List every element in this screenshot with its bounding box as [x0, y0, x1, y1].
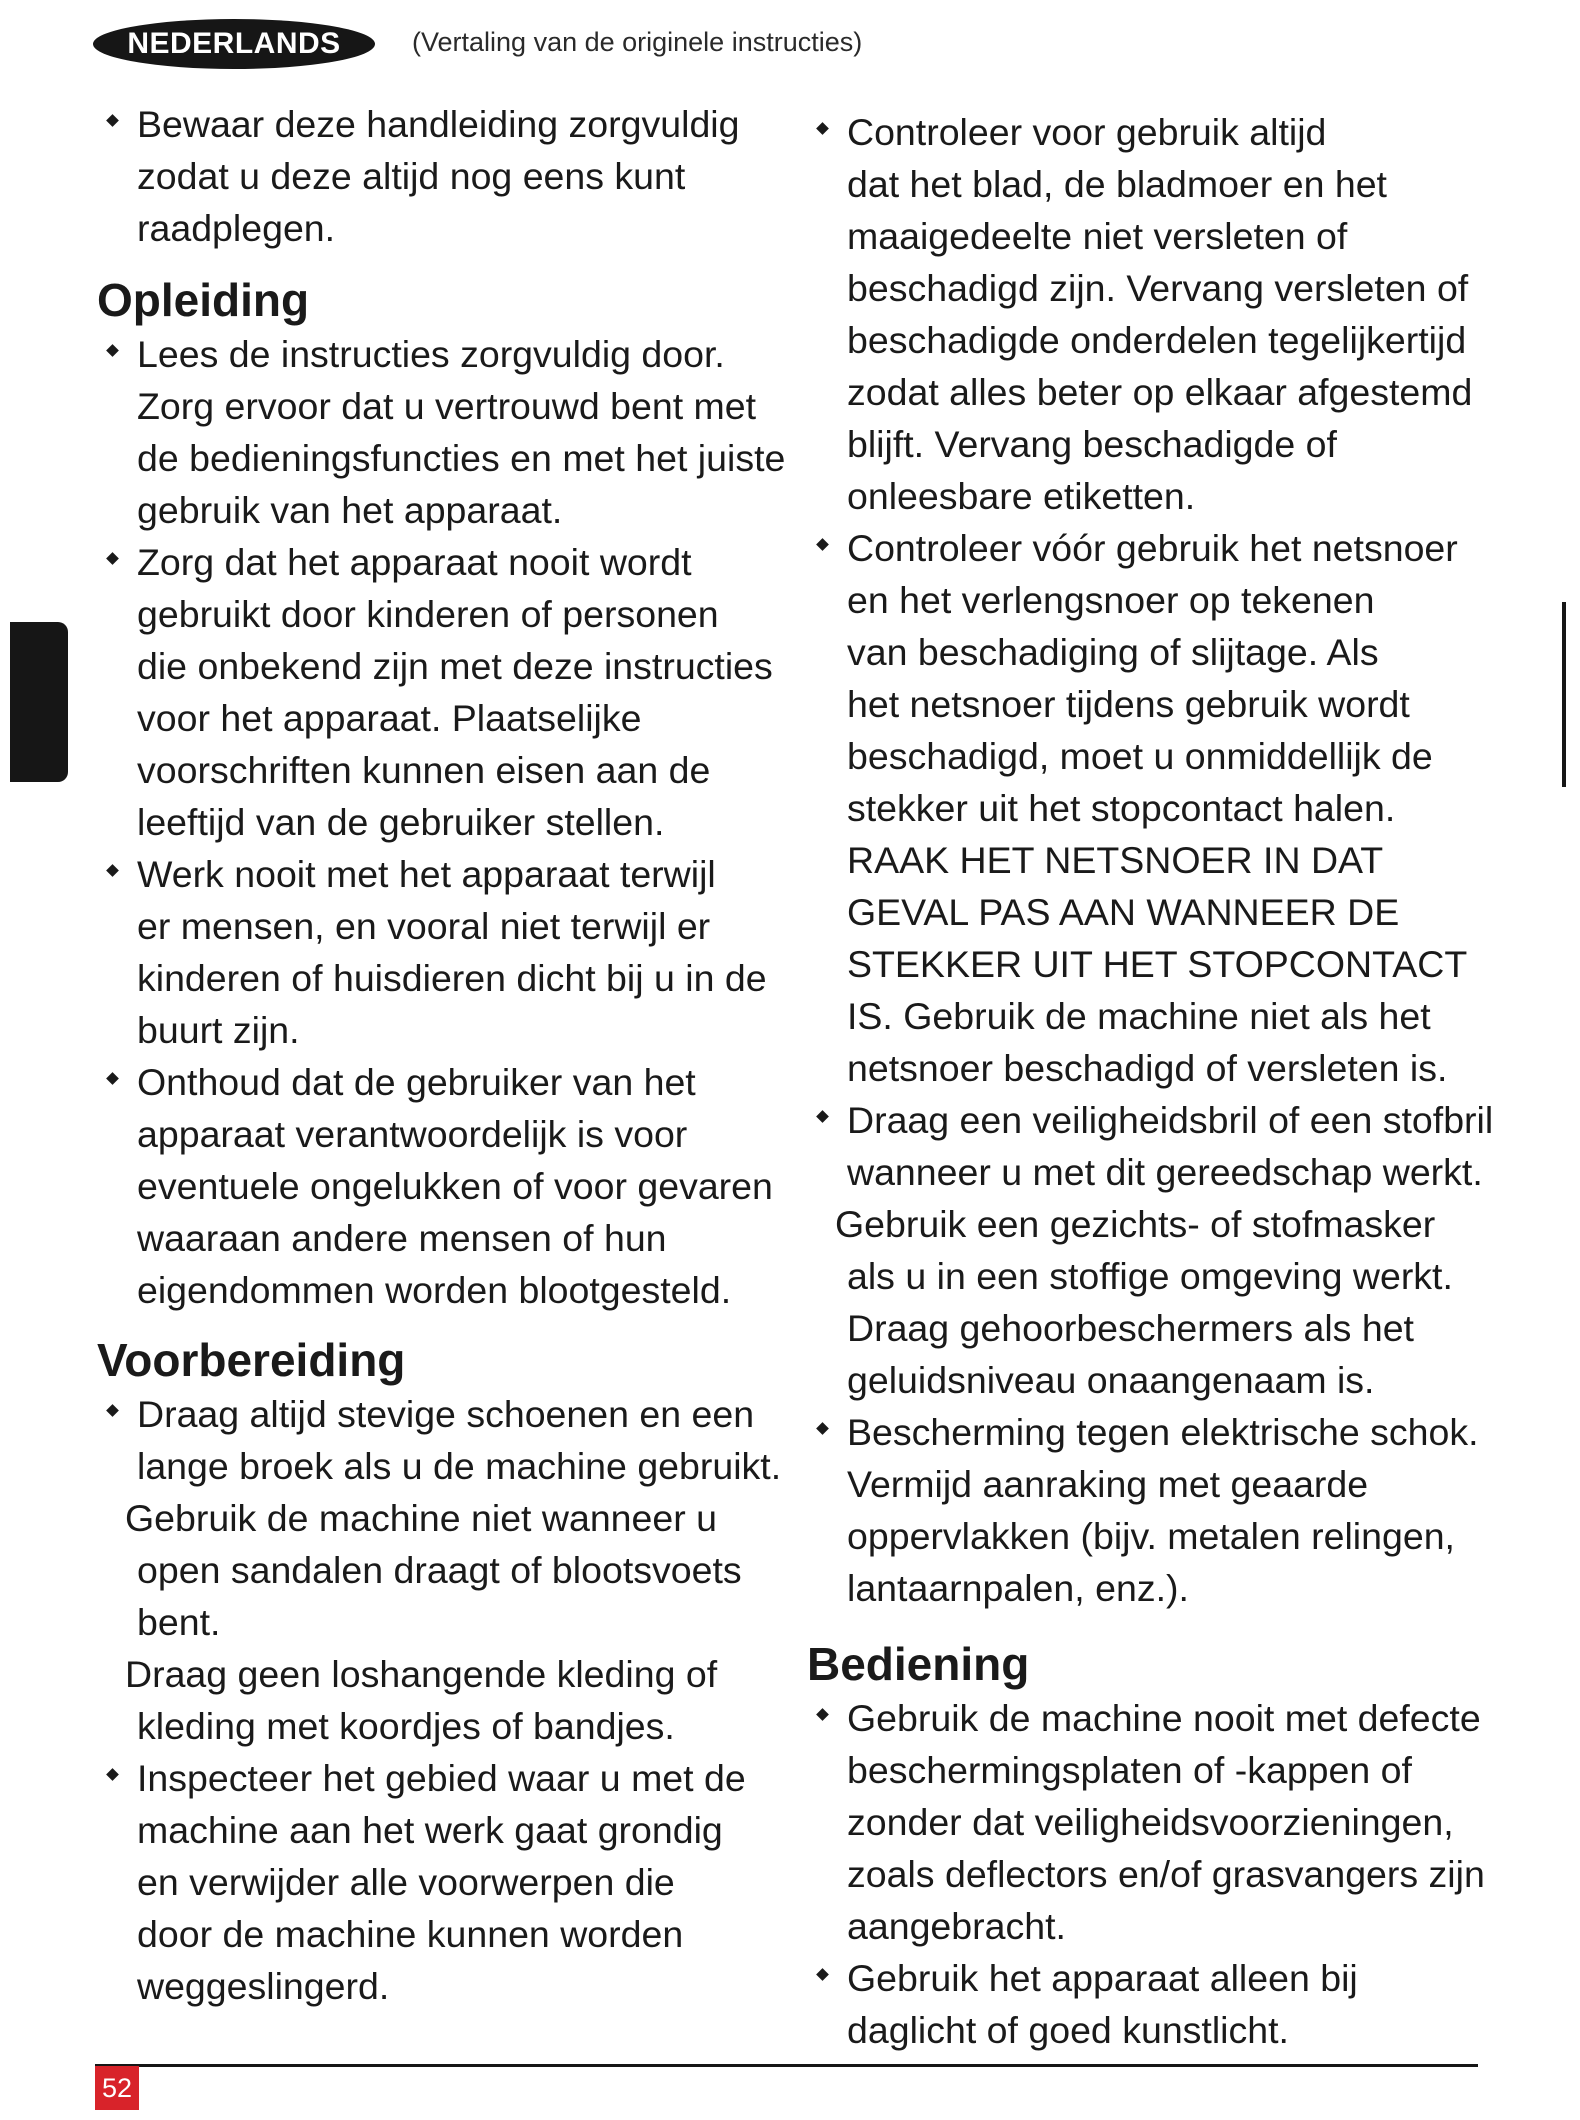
- text-line: Controleer vóór gebruik het netsnoer: [847, 527, 1458, 569]
- bullet-item: [97, 1056, 787, 1316]
- diamond-bullet-icon: [106, 1768, 119, 1781]
- text-line: gebruikt door kinderen of personen: [137, 593, 719, 635]
- text-line: geluidsniveau onaangenaam is.: [847, 1359, 1375, 1401]
- text-line: zodat alles beter op elkaar afgestemd: [847, 371, 1473, 413]
- text-line: Zorg dat het apparaat nooit wordt: [137, 541, 692, 583]
- diamond-bullet-icon: [106, 864, 119, 877]
- section-heading-opleiding: Opleiding: [97, 274, 310, 326]
- text-line: Draag altijd stevige schoenen en een: [137, 1393, 755, 1435]
- bullet-item: [807, 1952, 1507, 2056]
- text-line: en verwijder alle voorwerpen die: [137, 1861, 675, 1903]
- diamond-bullet-icon: [816, 1110, 829, 1123]
- text-line: lantaarnpalen, enz.).: [847, 1567, 1189, 1609]
- text-line: maaigedeelte niet versleten of: [847, 215, 1348, 257]
- continuation-paragraph: [807, 1198, 1507, 1406]
- text-line: Gebruik een gezichts- of stofmasker: [835, 1203, 1436, 1245]
- text-line: zoals deflectors en/of grasvangers zijn: [847, 1853, 1485, 1895]
- text-line: weggeslingerd.: [137, 1965, 390, 2007]
- text-line: het netsnoer tijdens gebruik wordt: [847, 683, 1410, 725]
- diamond-bullet-icon: [106, 1072, 119, 1085]
- text-line: bent.: [137, 1601, 221, 1643]
- text-line: Gebruik de machine nooit met defecte: [847, 1697, 1481, 1739]
- text-line: Draag een veiligheidsbril of een stofbril: [847, 1099, 1494, 1141]
- page-number: 52: [95, 2066, 139, 2110]
- text-line: Gebruik de machine niet wanneer u: [125, 1497, 718, 1539]
- text-line: Bescherming tegen elektrische schok.: [847, 1411, 1479, 1453]
- text-line: raadplegen.: [137, 207, 336, 249]
- diamond-bullet-icon: [816, 1422, 829, 1435]
- bullet-item: [807, 522, 1507, 1094]
- bullet-item: [97, 328, 787, 536]
- section-tab-marker: [10, 622, 68, 782]
- text-line: voor het apparaat. Plaatselijke: [137, 697, 642, 739]
- section-heading-voorbereiding: Voorbereiding: [97, 1334, 406, 1386]
- text-line: open sandalen draagt of blootsvoets: [137, 1549, 742, 1591]
- diamond-bullet-icon: [816, 538, 829, 551]
- text-line: beschadigd, moet u onmiddellijk de: [847, 735, 1433, 777]
- text-line: als u in een stoffige omgeving werkt.: [847, 1255, 1453, 1297]
- text-line: STEKKER UIT HET STOPCONTACT: [847, 943, 1468, 985]
- text-line: kinderen of huisdieren dicht bij u in de: [137, 957, 767, 999]
- text-line: Bewaar deze handleiding zorgvuldig: [137, 103, 740, 145]
- text-line: beschadigd zijn. Vervang versleten of: [847, 267, 1469, 309]
- text-line: door de machine kunnen worden: [137, 1913, 684, 1955]
- diamond-bullet-icon: [816, 1708, 829, 1721]
- diamond-bullet-icon: [106, 344, 119, 357]
- text-line: blijft. Vervang beschadigde of: [847, 423, 1337, 465]
- bullet-item: [97, 1388, 787, 1492]
- text-line: wanneer u met dit gereedschap werkt.: [847, 1151, 1483, 1193]
- bullet-item: [807, 1094, 1507, 1198]
- text-line: Vermijd aanraking met geaarde: [847, 1463, 1369, 1505]
- translation-note: (Vertaling van de originele instructies): [412, 27, 863, 57]
- text-line: eigendommen worden blootgesteld.: [137, 1269, 732, 1311]
- text-line: IS. Gebruik de machine niet als het: [847, 995, 1431, 1037]
- text-line: leeftijd van de gebruiker stellen.: [137, 801, 665, 843]
- text-line: beschadigde onderdelen tegelijkertijd: [847, 319, 1467, 361]
- bullet-item: [97, 1752, 787, 2012]
- bullet-item: [97, 848, 787, 1056]
- text-line: voorschriften kunnen eisen aan de: [137, 749, 711, 791]
- diamond-bullet-icon: [106, 114, 119, 127]
- text-line: Zorg ervoor dat u vertrouwd bent met: [137, 385, 757, 427]
- diamond-bullet-icon: [106, 1404, 119, 1417]
- text-line: aangebracht.: [847, 1905, 1066, 1947]
- diamond-bullet-icon: [106, 552, 119, 565]
- text-line: Inspecteer het gebied waar u met de: [137, 1757, 746, 1799]
- text-line: machine aan het werk gaat grondig: [137, 1809, 723, 1851]
- text-line: RAAK HET NETSNOER IN DAT: [847, 839, 1384, 881]
- edge-marker: [1562, 602, 1566, 787]
- text-line: onleesbare etiketten.: [847, 475, 1196, 517]
- bullet-item: [97, 98, 787, 254]
- section-heading-bediening: Bediening: [807, 1638, 1030, 1690]
- text-line: kleding met koordjes of bandjes.: [137, 1705, 675, 1747]
- text-line: er mensen, en vooral niet terwijl er: [137, 905, 711, 947]
- text-line: en het verlengsnoer op tekenen: [847, 579, 1375, 621]
- bullet-item: [807, 106, 1507, 522]
- text-line: Gebruik het apparaat alleen bij: [847, 1957, 1358, 1999]
- text-line: Draag geen loshangende kleding of: [125, 1653, 718, 1695]
- text-line: waaraan andere mensen of hun: [137, 1217, 667, 1259]
- text-line: netsnoer beschadigd of versleten is.: [847, 1047, 1448, 1089]
- footer-rule: [95, 2064, 1478, 2067]
- text-line: zodat u deze altijd nog eens kunt: [137, 155, 686, 197]
- diamond-bullet-icon: [816, 122, 829, 135]
- diamond-bullet-icon: [816, 1968, 829, 1981]
- text-line: eventuele ongelukken of voor gevaren: [137, 1165, 773, 1207]
- text-line: buurt zijn.: [137, 1009, 300, 1051]
- text-line: stekker uit het stopcontact halen.: [847, 787, 1396, 829]
- bullet-item: [807, 1406, 1507, 1614]
- text-line: zonder dat veiligheidsvoorzieningen,: [847, 1801, 1454, 1843]
- continuation-paragraph: [97, 1648, 787, 1752]
- text-line: gebruik van het apparaat.: [137, 489, 563, 531]
- text-line: oppervlakken (bijv. metalen relingen,: [847, 1515, 1455, 1557]
- text-line: van beschadiging of slijtage. Als: [847, 631, 1379, 673]
- text-line: beschermingsplaten of -kappen of: [847, 1749, 1412, 1791]
- right-column: [807, 106, 1507, 2056]
- language-badge: NEDERLANDS: [93, 19, 375, 69]
- text-line: Werk nooit met het apparaat terwijl: [137, 853, 716, 895]
- text-line: die onbekend zijn met deze instructies: [137, 645, 773, 687]
- text-line: lange broek als u de machine gebruikt.: [137, 1445, 782, 1487]
- text-line: Draag gehoorbeschermers als het: [847, 1307, 1414, 1349]
- continuation-paragraph: [97, 1492, 787, 1648]
- left-column: [97, 98, 787, 2012]
- text-line: apparaat verantwoordelijk is voor: [137, 1113, 688, 1155]
- text-line: Lees de instructies zorgvuldig door.: [137, 333, 725, 375]
- text-line: daglicht of goed kunstlicht.: [847, 2009, 1289, 2051]
- bullet-item: [807, 1692, 1507, 1952]
- text-line: Onthoud dat de gebruiker van het: [137, 1061, 696, 1103]
- bullet-item: [97, 536, 787, 848]
- text-line: Controleer voor gebruik altijd: [847, 111, 1327, 153]
- text-line: de bedieningsfuncties en met het juiste: [137, 437, 786, 479]
- text-line: GEVAL PAS AAN WANNEER DE: [847, 891, 1400, 933]
- text-line: dat het blad, de bladmoer en het: [847, 163, 1387, 205]
